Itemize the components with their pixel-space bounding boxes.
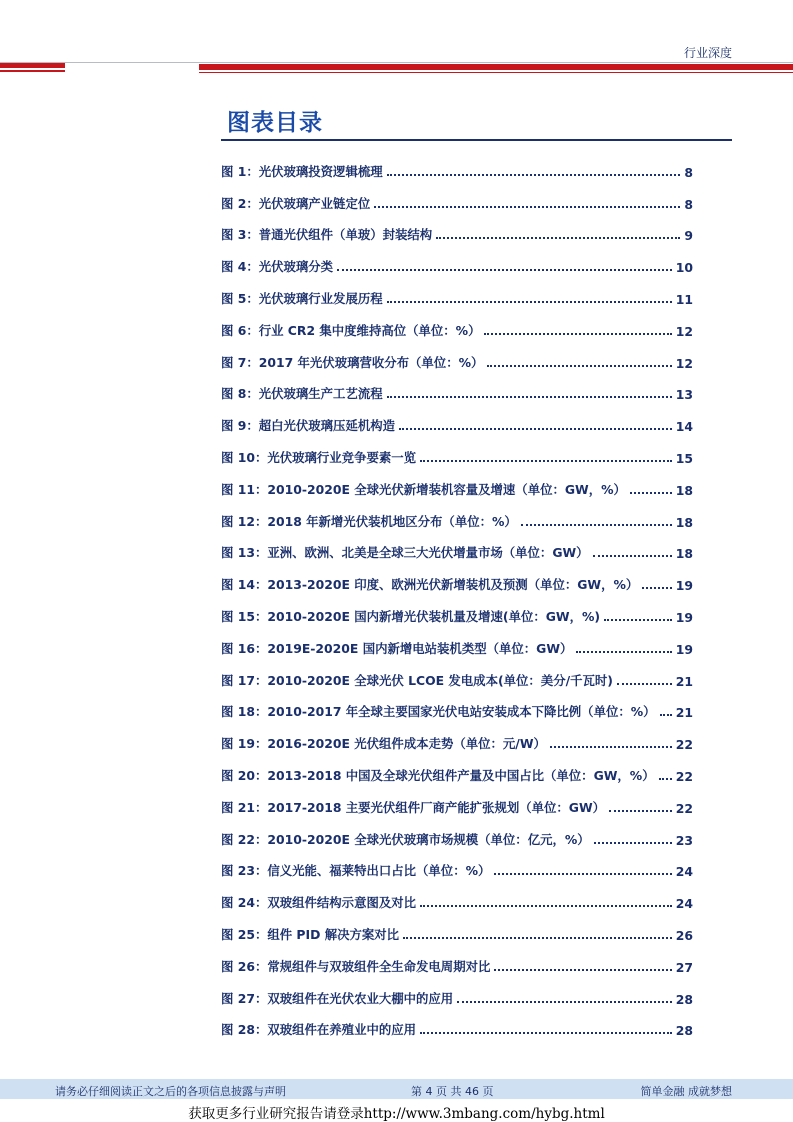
header-red-bar-right-thin [199,72,793,73]
toc-dot-leader [609,810,672,812]
header-section-label: 行业深度 [683,46,732,60]
toc-entry-page: 22 [675,768,693,784]
toc-entry[interactable] [221,848,693,880]
toc-entry-label: 图 6：行业 CR2 集中度维持高位（单位：%） [221,322,481,338]
toc-dot-leader [484,333,671,335]
toc-entry-page: 19 [675,609,693,625]
toc-entry-page: 21 [675,705,693,721]
header-thin-rule [0,62,793,63]
toc-entry-page: 13 [675,387,693,403]
toc-dot-leader [521,524,672,526]
toc-dot-leader [630,492,672,494]
toc-dot-leader [604,619,672,621]
toc-entry[interactable] [221,879,693,911]
toc-entry-label: 图 28：双玻组件在养殖业中的应用 [221,1022,417,1038]
toc-dot-leader [420,905,672,907]
toc-entry[interactable] [221,530,693,562]
toc-entry-page: 18 [675,514,693,530]
toc-dot-leader [487,365,671,367]
toc-entry-label: 图 24：双玻组件结构示意图及对比 [221,895,417,911]
toc-dot-leader [550,746,672,748]
toc-entry[interactable] [221,975,693,1007]
toc-dot-leader [494,873,671,875]
toc-entry-page: 8 [684,164,693,180]
toc-entry[interactable] [221,1007,693,1039]
toc-entry-page: 11 [675,291,693,307]
toc-entry[interactable] [221,148,693,180]
toc-dot-leader [420,1032,672,1034]
toc-entry-label: 图 14：2013-2020E 印度、欧洲光伏新增装机及预测（单位：GW，%） [221,577,639,593]
toc-entry-label: 图 26：常规组件与双玻组件全生命发电周期对比 [221,958,491,974]
toc-entry[interactable] [221,625,693,657]
toc-dot-leader [593,555,672,557]
toc-dot-leader [420,460,672,462]
toc-entry-page: 18 [675,546,693,562]
toc-entry-label: 图 21：2017-2018 主要光伏组件厂商产能扩张规划（单位：GW） [221,799,606,815]
toc-entry-page: 9 [684,228,693,244]
toc-entry[interactable] [221,943,693,975]
toc-dot-leader [337,269,672,271]
toc-entry[interactable] [221,752,693,784]
toc-entry[interactable] [221,243,693,275]
toc-entry-page: 14 [675,419,693,435]
toc-dot-leader [617,683,672,685]
toc-entry-page: 27 [675,959,693,975]
toc-entry[interactable] [221,689,693,721]
toc-entry[interactable] [221,911,693,943]
toc-entry-page: 18 [675,482,693,498]
toc-entry[interactable] [221,561,693,593]
toc-entry-label: 图 4：光伏玻璃分类 [221,259,334,275]
toc-entry-page: 19 [675,578,693,594]
toc-entry[interactable] [221,371,693,403]
toc-entry-label: 图 27：双玻组件在光伏农业大棚中的应用 [221,990,454,1006]
toc-entry-page: 10 [675,260,693,276]
toc-entry-page: 24 [675,864,693,880]
toc-entry[interactable] [221,180,693,212]
toc-entry[interactable] [221,498,693,530]
toc-dot-leader [494,969,671,971]
toc-entry-label: 图 17：2010-2020E 全球光伏 LCOE 发电成本(单位：美分/千瓦时) [221,672,613,688]
toc-entry-label: 图 13：亚洲、欧洲、北美是全球三大光伏增量市场（单位：GW） [221,545,589,561]
toc-entry-page: 21 [675,673,693,689]
toc-dot-leader [576,651,671,653]
header-red-bar-right [199,64,793,70]
toc-entry[interactable] [221,275,693,307]
figure-list [221,148,693,1038]
toc-entry-label: 图 18：2010-2017 年全球主要国家光伏电站安装成本下降比例（单位：%） [221,704,656,720]
toc-entry[interactable] [221,720,693,752]
footer-slogan: 简单金融 成就梦想 [640,1085,732,1098]
toc-entry[interactable] [221,212,693,244]
toc-entry[interactable] [221,434,693,466]
toc-dot-leader [594,842,672,844]
toc-dot-leader [387,396,672,398]
footer-page-number: 第 4 页 共 46 页 [411,1085,494,1098]
toc-entry-page: 23 [675,832,693,848]
toc-entry-page: 12 [675,323,693,339]
toc-entry-label: 图 16：2019E-2020E 国内新增电站装机类型（单位：GW） [221,640,573,656]
toc-entry-page: 26 [675,927,693,943]
toc-entry-label: 图 15：2010-2020E 国内新增光伏装机量及增速(单位：GW，%) [221,608,601,624]
toc-dot-leader [374,206,680,208]
toc-entry-label: 图 1：光伏玻璃投资逻辑梳理 [221,163,383,179]
toc-entry-page: 22 [675,737,693,753]
toc-dot-leader [660,714,672,716]
toc-entry[interactable] [221,657,693,689]
toc-entry-label: 图 3：普通光伏组件（单玻）封装结构 [221,227,433,243]
toc-entry-label: 图 23：信义光能、福莱特出口占比（单位：%） [221,863,491,879]
toc-entry-label: 图 8：光伏玻璃生产工艺流程 [221,386,383,402]
toc-entry-label: 图 9：超白光伏玻璃压延机构造 [221,418,396,434]
toc-entry[interactable] [221,402,693,434]
toc-entry-label: 图 12：2018 年新增光伏装机地区分布（单位：%） [221,513,517,529]
toc-entry-label: 图 5：光伏玻璃行业发展历程 [221,290,383,306]
toc-entry[interactable] [221,784,693,816]
toc-entry-page: 8 [684,196,693,212]
toc-entry-page: 19 [675,641,693,657]
toc-entry-page: 28 [675,991,693,1007]
toc-entry[interactable] [221,466,693,498]
toc-entry-label: 图 7：2017 年光伏玻璃营收分布（单位：%） [221,354,484,370]
toc-entry[interactable] [221,816,693,848]
footer-disclaimer: 请务必仔细阅读正文之后的各项信息披露与声明 [55,1085,286,1098]
header-red-bar-left [0,63,65,68]
footer-promo-link[interactable]: 获取更多行业研究报告请登录http://www.3mbang.com/hybg.html [188,1106,605,1122]
toc-entry-page: 15 [675,450,693,466]
toc-entry[interactable] [221,307,693,339]
toc-entry-label: 图 11：2010-2020E 全球光伏新增装机容量及增速（单位：GW，%） [221,481,626,497]
toc-entry-label: 图 20：2013-2018 中国及全球光伏组件产量及中国占比（单位：GW，%） [221,767,655,783]
toc-entry-page: 22 [675,800,693,816]
toc-title: 图表目录 [227,110,323,136]
toc-entry-page: 24 [675,896,693,912]
toc-dot-leader [642,587,671,589]
header-red-bar-left-thin [0,70,65,72]
toc-entry-label: 图 22：2010-2020E 全球光伏玻璃市场规模（单位：亿元，%） [221,831,590,847]
toc-dot-leader [387,174,681,176]
toc-dot-leader [399,428,672,430]
toc-dot-leader [403,937,672,939]
toc-entry[interactable] [221,339,693,371]
toc-dot-leader [436,237,680,239]
toc-title-rule [221,139,732,141]
toc-entry-label: 图 2：光伏玻璃产业链定位 [221,195,371,211]
toc-entry-page: 28 [675,1023,693,1039]
toc-entry-label: 图 19：2016-2020E 光伏组件成本走势（单位：元/W） [221,736,546,752]
toc-dot-leader [659,778,672,780]
toc-entry[interactable] [221,593,693,625]
toc-dot-leader [387,301,672,303]
toc-dot-leader [457,1001,672,1003]
toc-entry-label: 图 25：组件 PID 解决方案对比 [221,926,400,942]
toc-entry-page: 12 [675,355,693,371]
toc-entry-label: 图 10：光伏玻璃行业竞争要素一览 [221,449,417,465]
